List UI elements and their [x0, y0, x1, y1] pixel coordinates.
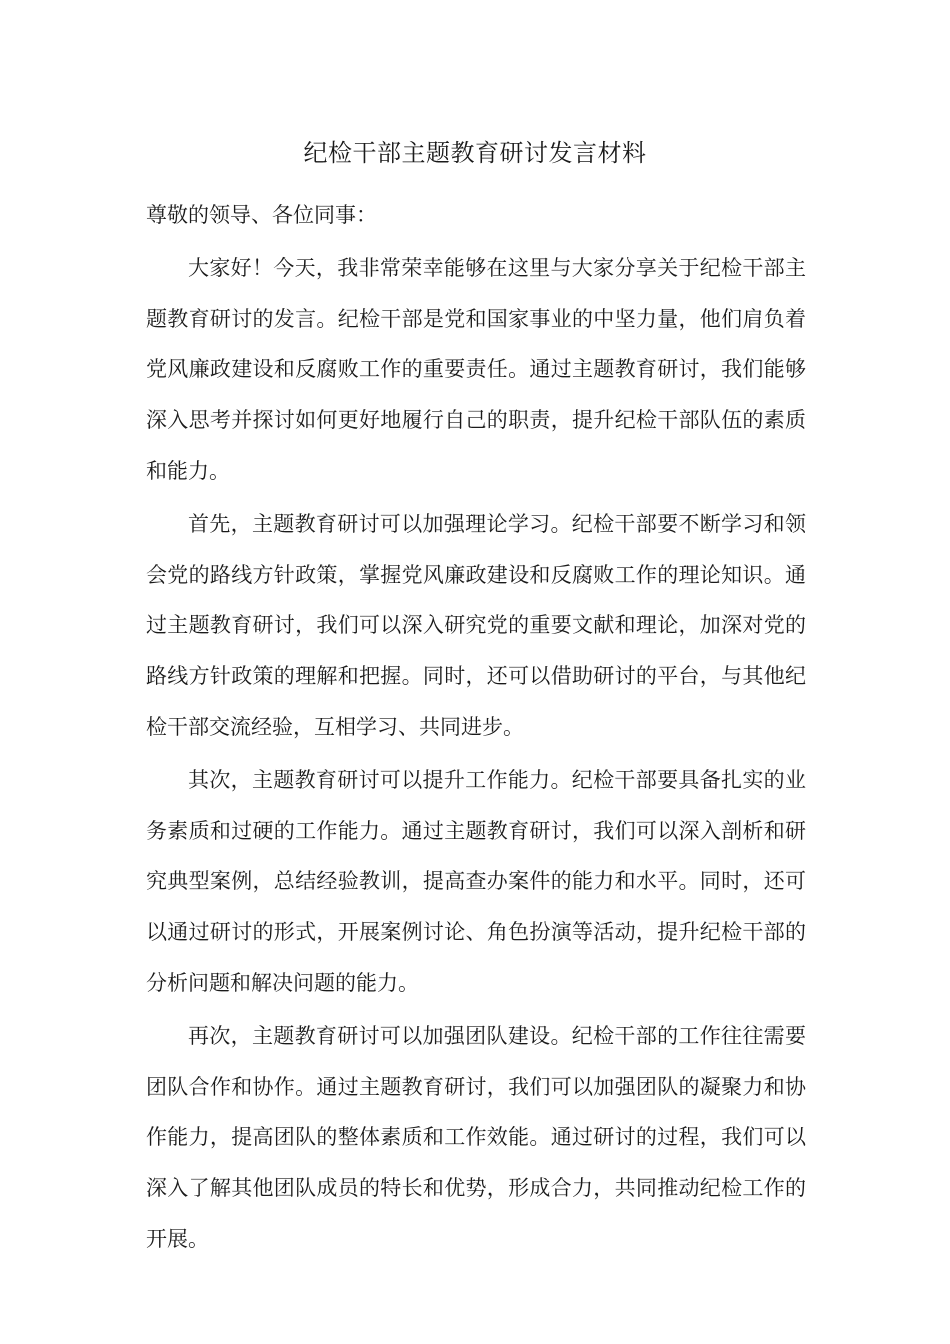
- document-body: [146, 190, 806, 1267]
- document-title: 纪检干部主题教育研讨发言材料: [303, 139, 647, 167]
- paragraph-third: 再次，主题教育研讨可以加强团队建设。纪检干部的工作往往需要团队合作和协作。通过主题教育研讨，我们可以加强团队的凝聚力和协作能力，提高团队的整体素质和工作效能。通过研讨的过程，我们可以深入了解其他团队成员的特长和优势，形成合力，共同推动纪检工作的开展。: [146, 1023, 806, 1251]
- paragraph-first: 首先，主题教育研讨可以加强理论学习。纪检干部要不断学习和领会党的路线方针政策，掌握党风廉政建设和反腐败工作的理论知识。通过主题教育研讨，我们可以深入研究党的重要文献和理论，加深对党的路线方针政策的理解和把握。同时，还可以借助研讨的平台，与其他纪检干部交流经验，互相学习、共同进步。: [146, 511, 806, 739]
- salutation: 尊敬的领导、各位同事：: [146, 203, 377, 227]
- paragraph-intro: 大家好！今天，我非常荣幸能够在这里与大家分享关于纪检干部主题教育研讨的发言。纪检干部是党和国家事业的中坚力量，他们肩负着党风廉政建设和反腐败工作的重要责任。通过主题教育研讨，我们能够深入思考并探讨如何更好地履行自己的职责，提升纪检干部队伍的素质和能力。: [146, 255, 806, 483]
- paragraph-second: 其次，主题教育研讨可以提升工作能力。纪检干部要具备扎实的业务素质和过硬的工作能力。通过主题教育研讨，我们可以深入剖析和研究典型案例，总结经验教训，提高查办案件的能力和水平。同时，还可以通过研讨的形式，开展案例讨论、角色扮演等活动，提升纪检干部的分析问题和解决问题的能力。: [146, 767, 806, 995]
